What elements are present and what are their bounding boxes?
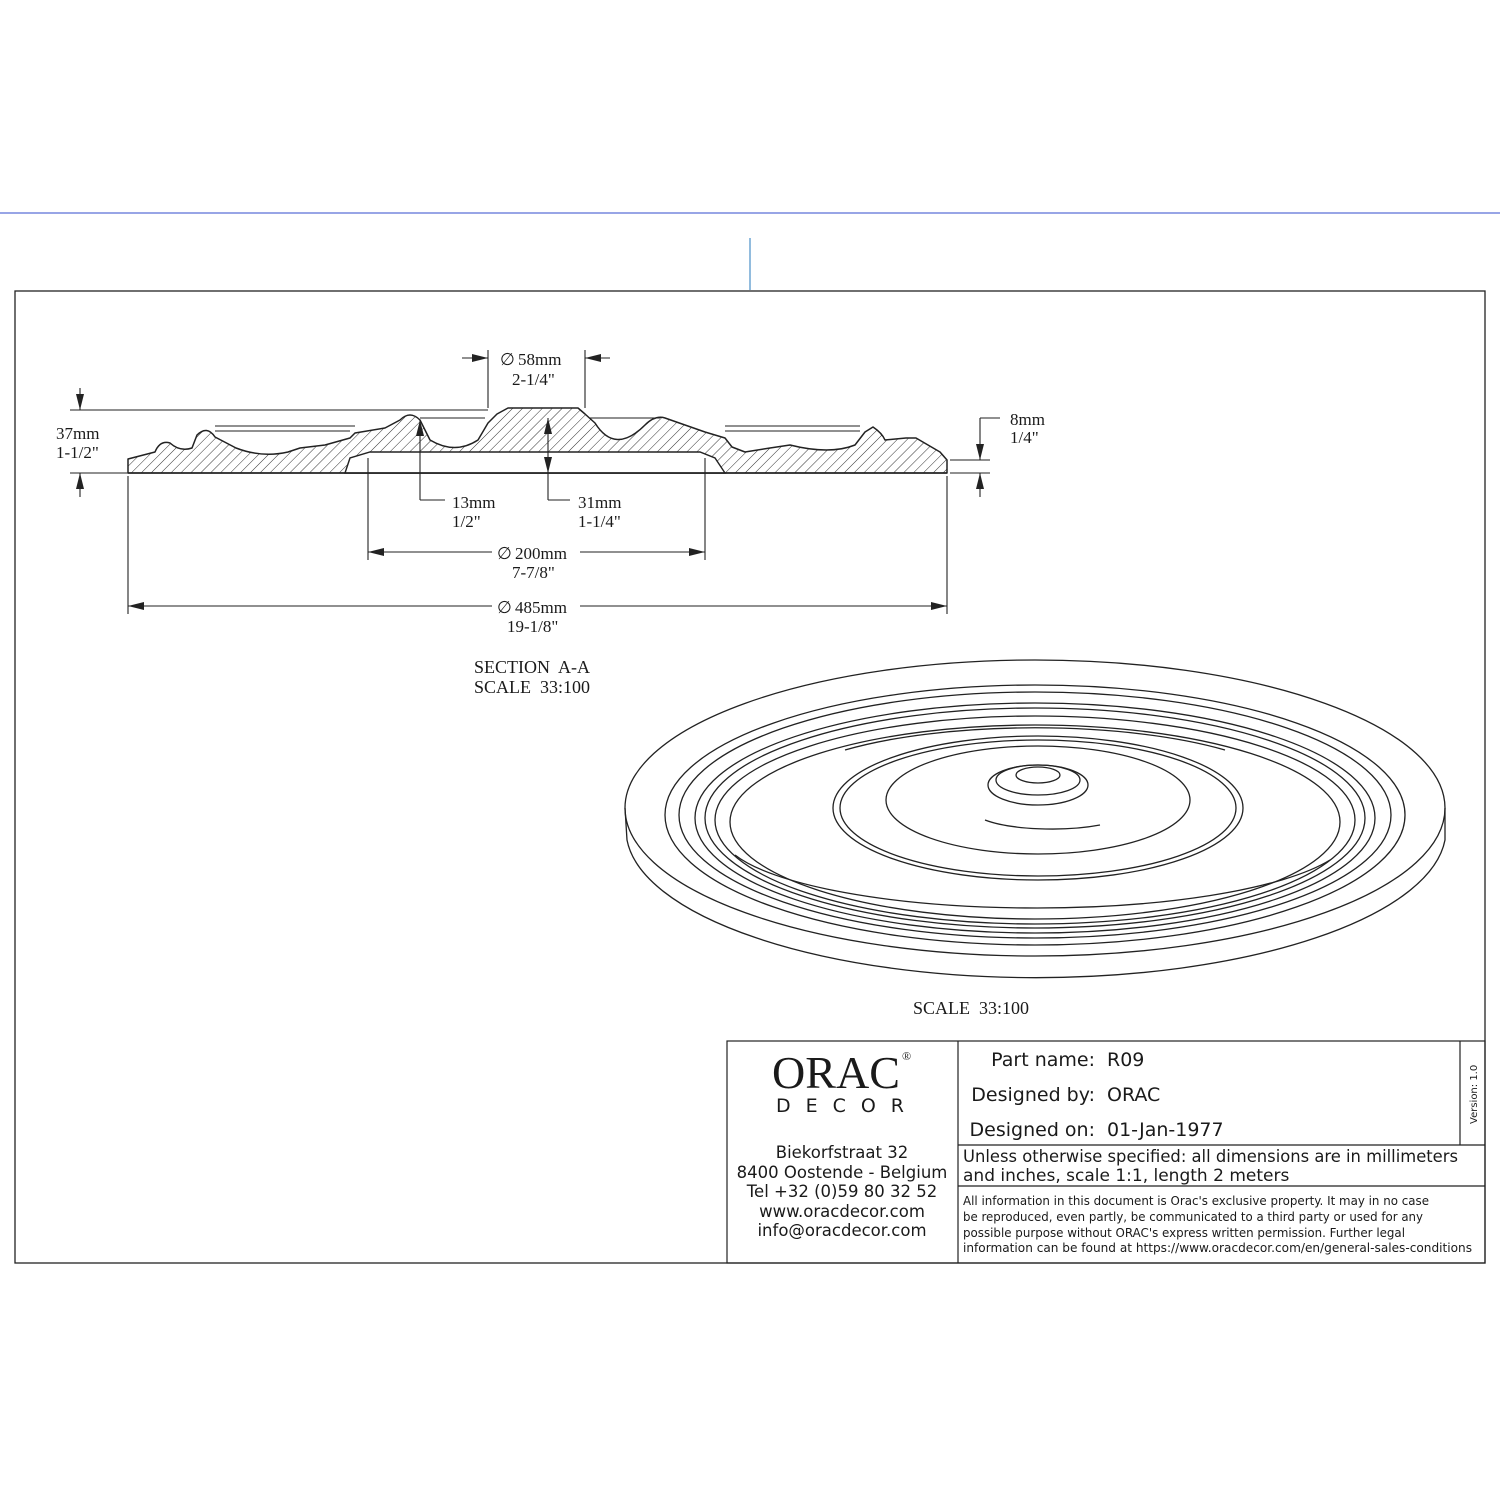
logo-main: ORAC — [772, 1047, 900, 1098]
dim-37-in: 1-1/2" — [56, 443, 99, 462]
dim-31-mm: 31mm — [578, 493, 622, 512]
dim-8-mm: 8mm — [1010, 410, 1045, 429]
dim-200-symbol: ∅ — [497, 544, 512, 563]
dim-58-in: 2-1/4" — [512, 370, 555, 389]
note-line-2: and inches, scale 1:1, length 2 meters — [963, 1166, 1290, 1186]
dim-8-in: 1/4" — [1010, 428, 1039, 447]
legal-line-2: be reproduced, even partly, be communicated to a third party or used for any — [963, 1210, 1423, 1224]
dim-485-mm: 485mm — [515, 598, 567, 617]
dim-37-mm: 37mm — [56, 424, 100, 443]
part-name-value: R09 — [1107, 1049, 1145, 1071]
address-website: www.oracdecor.com — [759, 1202, 925, 1221]
logo-sub: DECOR — [776, 1095, 904, 1117]
legal-line-1: All information in this document is Orac's exclusive property. It may in no case — [963, 1194, 1429, 1208]
version-label: Version: 1.0 — [1469, 1064, 1480, 1124]
dim-58-mm: 58mm — [518, 350, 562, 369]
orac-logo — [772, 1047, 911, 1117]
address-email: info@oracdecor.com — [757, 1221, 927, 1240]
section-profile — [128, 408, 947, 473]
dim-485-symbol: ∅ — [497, 598, 512, 617]
designed-on-label: Designed on: — [969, 1119, 1095, 1141]
dim-13-mm: 13mm — [452, 493, 496, 512]
view-caption-scale: SCALE 33:100 — [913, 998, 1030, 1018]
dim-13-in: 1/2" — [452, 512, 481, 531]
dim-200-mm: 200mm — [515, 544, 567, 563]
address-city: 8400 Oostende - Belgium — [736, 1163, 948, 1182]
address-street: Biekorfstraat 32 — [775, 1143, 909, 1162]
address-phone: Tel +32 (0)59 80 32 52 — [746, 1182, 938, 1201]
dim-58-symbol: ∅ — [500, 350, 515, 369]
legal-line-3: possible purpose without ORAC's express written permission. Further legal — [963, 1226, 1405, 1240]
designed-by-label: Designed by: — [971, 1084, 1095, 1106]
logo-registered: ® — [902, 1049, 912, 1063]
note-line-1: Unless otherwise specified: all dimensions are in millimeters — [963, 1147, 1459, 1167]
designed-by-value: ORAC — [1107, 1084, 1161, 1106]
drawing-frame — [15, 291, 1485, 1263]
section-caption-scale: SCALE 33:100 — [474, 677, 591, 697]
designed-on-value: 01-Jan-1977 — [1107, 1119, 1224, 1141]
dim-485-in: 19-1/8" — [507, 617, 559, 636]
section-caption-title: SECTION A-A — [474, 657, 590, 677]
isometric-view — [625, 660, 1445, 978]
dim-200-in: 7-7/8" — [512, 563, 555, 582]
dim-31-in: 1-1/4" — [578, 512, 621, 531]
legal-line-4: information can be found at https://www.oracdecor.com/en/general-sales-conditions — [963, 1241, 1472, 1255]
part-name-label: Part name: — [991, 1049, 1095, 1071]
